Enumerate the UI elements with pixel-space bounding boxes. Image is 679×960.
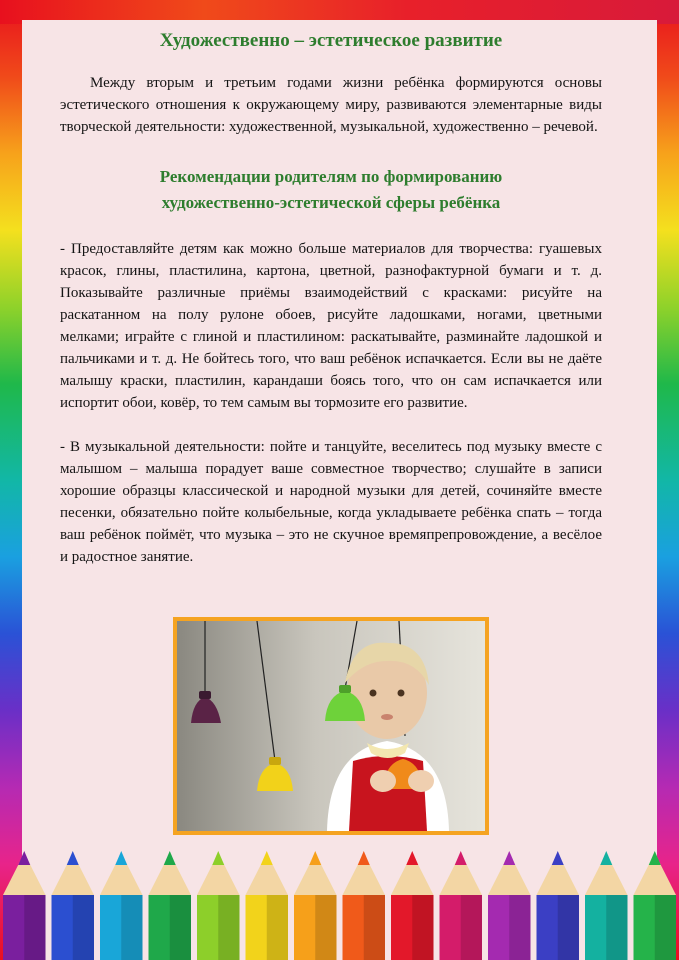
pencil: [585, 851, 628, 960]
pencil: [391, 851, 434, 960]
pencil: [3, 851, 46, 960]
page-title: Художественно – эстетическое развитие: [159, 30, 503, 51]
section-heading-line-1: Рекомендации родителям по формированию: [159, 167, 503, 186]
child-with-bells-photo: [177, 621, 485, 831]
pencil: [440, 851, 483, 960]
page-content: [60, 28, 602, 568]
pencil: [537, 851, 580, 960]
intro-paragraph: Между вторым и третьим годами жизни ребёнка формируются основы эстетического отношения к окружающему миру, развиваются элементарные виды творческой деятельности: художественной, музыкальной, художественно – речевой.: [60, 75, 602, 135]
pencil: [246, 851, 289, 960]
pencil: [343, 851, 386, 960]
pencil: [197, 851, 240, 960]
pencil: [100, 851, 143, 960]
pencil: [488, 851, 531, 960]
section-heading: [60, 164, 602, 216]
pencil: [634, 851, 677, 960]
recommendation-art-paragraph: - Предоставляйте детям как можно больше материалов для творчества: гуашевых красок, глины, пластилина, картона, цветной, разнофактурной бумаги и т. д. Показывайте различные приёмы взаимодействий с красками: рисуйте на раскатанном на полу рулоне обоев, рисуйте ладошками, ногами, цветными мелками; играйте с глиной и пластилином: раскатывайте, разминайте ладошкой и пальчиками и т. д. Не бойтесь того, что ваш ребёнок испачкается. Если вы не даёте малышу краски, пластилин, карандаши боясь того, что он сам испачкается или испортит обои, ковёр, то тем самым вы тормозите его развитие.: [60, 241, 602, 411]
pencil: [149, 851, 192, 960]
recommendation-music-paragraph: - В музыкальной деятельности: пойте и танцуйте, веселитесь под музыку вместе с малышом – малыша порадует ваше совместное творчество; слушайте в записи хорошие образцы классической и народной музыки для детей, сочиняйте вместе песенки, обязательно пойте колыбельные, когда укладываете ребёнка спать – тогда ваш ребёнок поймёт, что музыка – это не скучное времяпрепровождение, а весёлое и радостное занятие.: [60, 439, 602, 565]
pencil: [294, 851, 337, 960]
colored-pencils-border: [0, 845, 679, 960]
photo-frame: [173, 617, 489, 835]
pencil: [52, 851, 95, 960]
section-heading-line-2: художественно-эстетической сферы ребёнка: [161, 193, 501, 212]
